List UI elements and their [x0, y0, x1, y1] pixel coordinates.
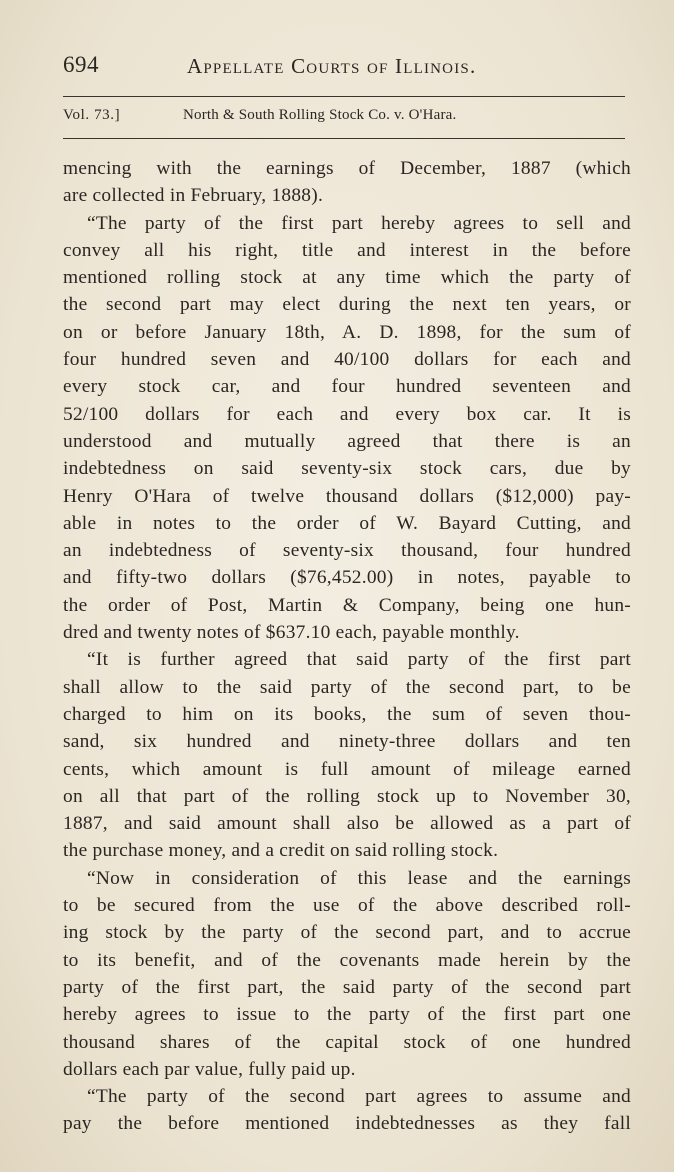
text-line: every stock car, and four hundred seventeen and [63, 376, 631, 398]
text-line: “It is further agreed that said party of the first part [87, 649, 631, 671]
text-line: “The party of the second part agrees to assume and [87, 1086, 631, 1108]
case-subheader [63, 107, 623, 129]
header-rule-top [63, 96, 625, 97]
text-line: convey all his right, title and interest in the before [63, 239, 631, 261]
text-line: party of the first part, the said party of the second part [63, 976, 631, 998]
page-number: 694 [63, 52, 99, 77]
text-line: to be secured from the use of the above described roll- [63, 895, 631, 917]
text-line: mencing with the earnings of December, 1887 (which [63, 158, 631, 179]
volume-label: Vol. 73.] [63, 107, 121, 123]
text-line: on all that part of the rolling stock up to November 30, [63, 785, 631, 807]
text-line: dred and twenty notes of $637.10 each, payable monthly. [63, 622, 520, 644]
text-line: able in notes to the order of W. Bayard Cutting, and [63, 512, 631, 534]
header-rule-bottom [63, 138, 625, 139]
body-text [63, 155, 631, 1138]
text-line: pay the before mentioned indebtednesses as they fall [63, 1113, 631, 1135]
text-line: 1887, and said amount shall also be allowed as a part of [63, 813, 631, 835]
text-line: mentioned rolling stock at any time which the party of [63, 267, 631, 289]
text-line: cents, which amount is full amount of mileage earned [63, 758, 631, 780]
text-line: shall allow to the said party of the second part, to be [63, 676, 631, 698]
text-line: thousand shares of the capital stock of one hundred [63, 1031, 631, 1053]
text-line: the order of Post, Martin & Company, being one hun- [63, 594, 631, 616]
text-line: Henry O'Hara of twelve thousand dollars ($12,000) pay- [63, 485, 631, 507]
text-line: dollars each par value, fully paid up. [63, 1058, 356, 1080]
text-line: “The party of the first part hereby agrees to sell and [87, 212, 631, 234]
page-header [63, 52, 633, 82]
text-line: the second part may elect during the next ten years, or [63, 294, 631, 316]
running-title: Appellate Courts of Illinois. [187, 54, 477, 78]
text-line: four hundred seven and 40/100 dollars for each and [63, 349, 631, 371]
text-line: indebtedness on said seventy-six stock cars, due by [63, 458, 631, 480]
text-line: ing stock by the party of the second part, and to accrue [63, 922, 631, 944]
text-line: to its benefit, and of the covenants made herein by the [63, 949, 631, 971]
text-line: hereby agrees to issue to the party of the first part one [63, 1004, 631, 1026]
text-line: are collected in February, 1888). [63, 185, 324, 207]
text-line: “Now in consideration of this lease and the earnings [87, 867, 631, 889]
text-line: sand, six hundred and ninety-three dollars and ten [63, 731, 631, 753]
case-title: North & South Rolling Stock Co. v. O'Hara. [183, 107, 457, 123]
text-line: charged to him on its books, the sum of seven thou- [63, 703, 631, 725]
text-line: the purchase money, and a credit on said rolling stock. [63, 840, 499, 862]
text-line: understood and mutually agreed that there is an [63, 430, 631, 452]
text-line: and fifty-two dollars ($76,452.00) in notes, payable to [63, 567, 631, 589]
text-line: 52/100 dollars for each and every box car. It is [63, 403, 631, 425]
text-line: an indebtedness of seventy-six thousand, four hundred [63, 540, 631, 562]
text-line: on or before January 18th, A. D. 1898, for the sum of [63, 321, 631, 343]
